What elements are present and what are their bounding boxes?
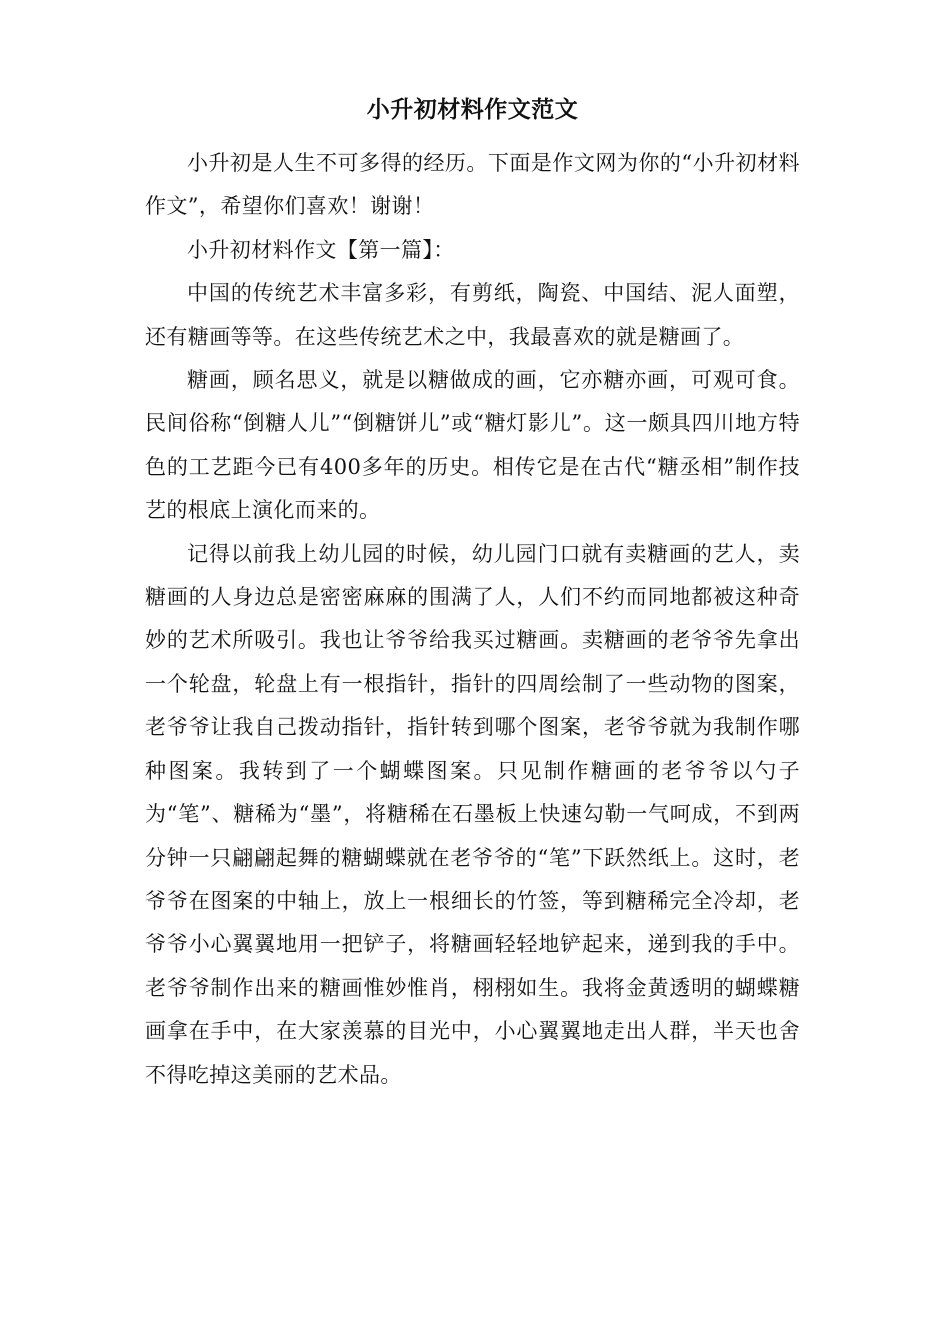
document-title: 小升初材料作文范文 [366,96,579,123]
body-paragraph-3: 记得以前我上幼儿园的时候，幼儿园门口就有卖糖画的艺人，卖糖画的人身边总是密密麻麻的围满了人，人们不约而同地都被这种奇妙的艺术所吸引。我也让爷爷给我买过糖画。卖糖画的老爷爷先拿出一个轮盘，轮盘上有一根指针，指针的四周绘制了一些动物的图案，老爷爷让我自己拨动指针，指针转到哪个图案，老爷爷就为我制作哪种图案。我转到了一个蝴蝶图案。只见制作糖画的老爷爷以勺子为“笔”、糖稀为“墨”，将糖稀在石墨板上快速勾勒一气呵成，不到两分钟一只翩翩起舞的糖蝴蝶就在老爷爷的“笔”下跃然纸上。这时，老爷爷在图案的中轴上，放上一根细长的竹签，等到糖稀完全冷却，老爷爷小心翼翼地用一把铲子，将糖画轻轻地铲起来，递到我的手中。老爷爷制作出来的糖画惟妙惟肖，栩栩如生。我将金黄透明的蝴蝶糖画拿在手中，在大家羡慕的目光中，小心翼翼地走出人群，半天也舍不得吃掉这美丽的艺术品。 [145,541,800,1087]
body-paragraph-2: 糖画，顾名思义，就是以糖做成的画，它亦糖亦画，可观可食。民间俗称“倒糖人儿”“倒糖饼儿”或“糖灯影儿”。这一颇具四川地方特色的工艺距今已有400多年的历史。相传它是在古代“糖丞相”制作技艺的根底上演化而来的。 [145,368,800,523]
intro-paragraph: 小升初是人生不可多得的经历。下面是作文网为你的“小升初材料作文”，希望你们喜欢！谢谢！ [145,151,800,219]
body-paragraph-1: 中国的传统艺术丰富多彩，有剪纸，陶瓷、中国结、泥人面塑，还有糖画等等。在这些传统艺术之中，我最喜欢的就是糖画了。 [145,281,800,349]
section-heading: 小升初材料作文【第一篇】： [187,237,455,262]
document-body [145,86,800,1097]
